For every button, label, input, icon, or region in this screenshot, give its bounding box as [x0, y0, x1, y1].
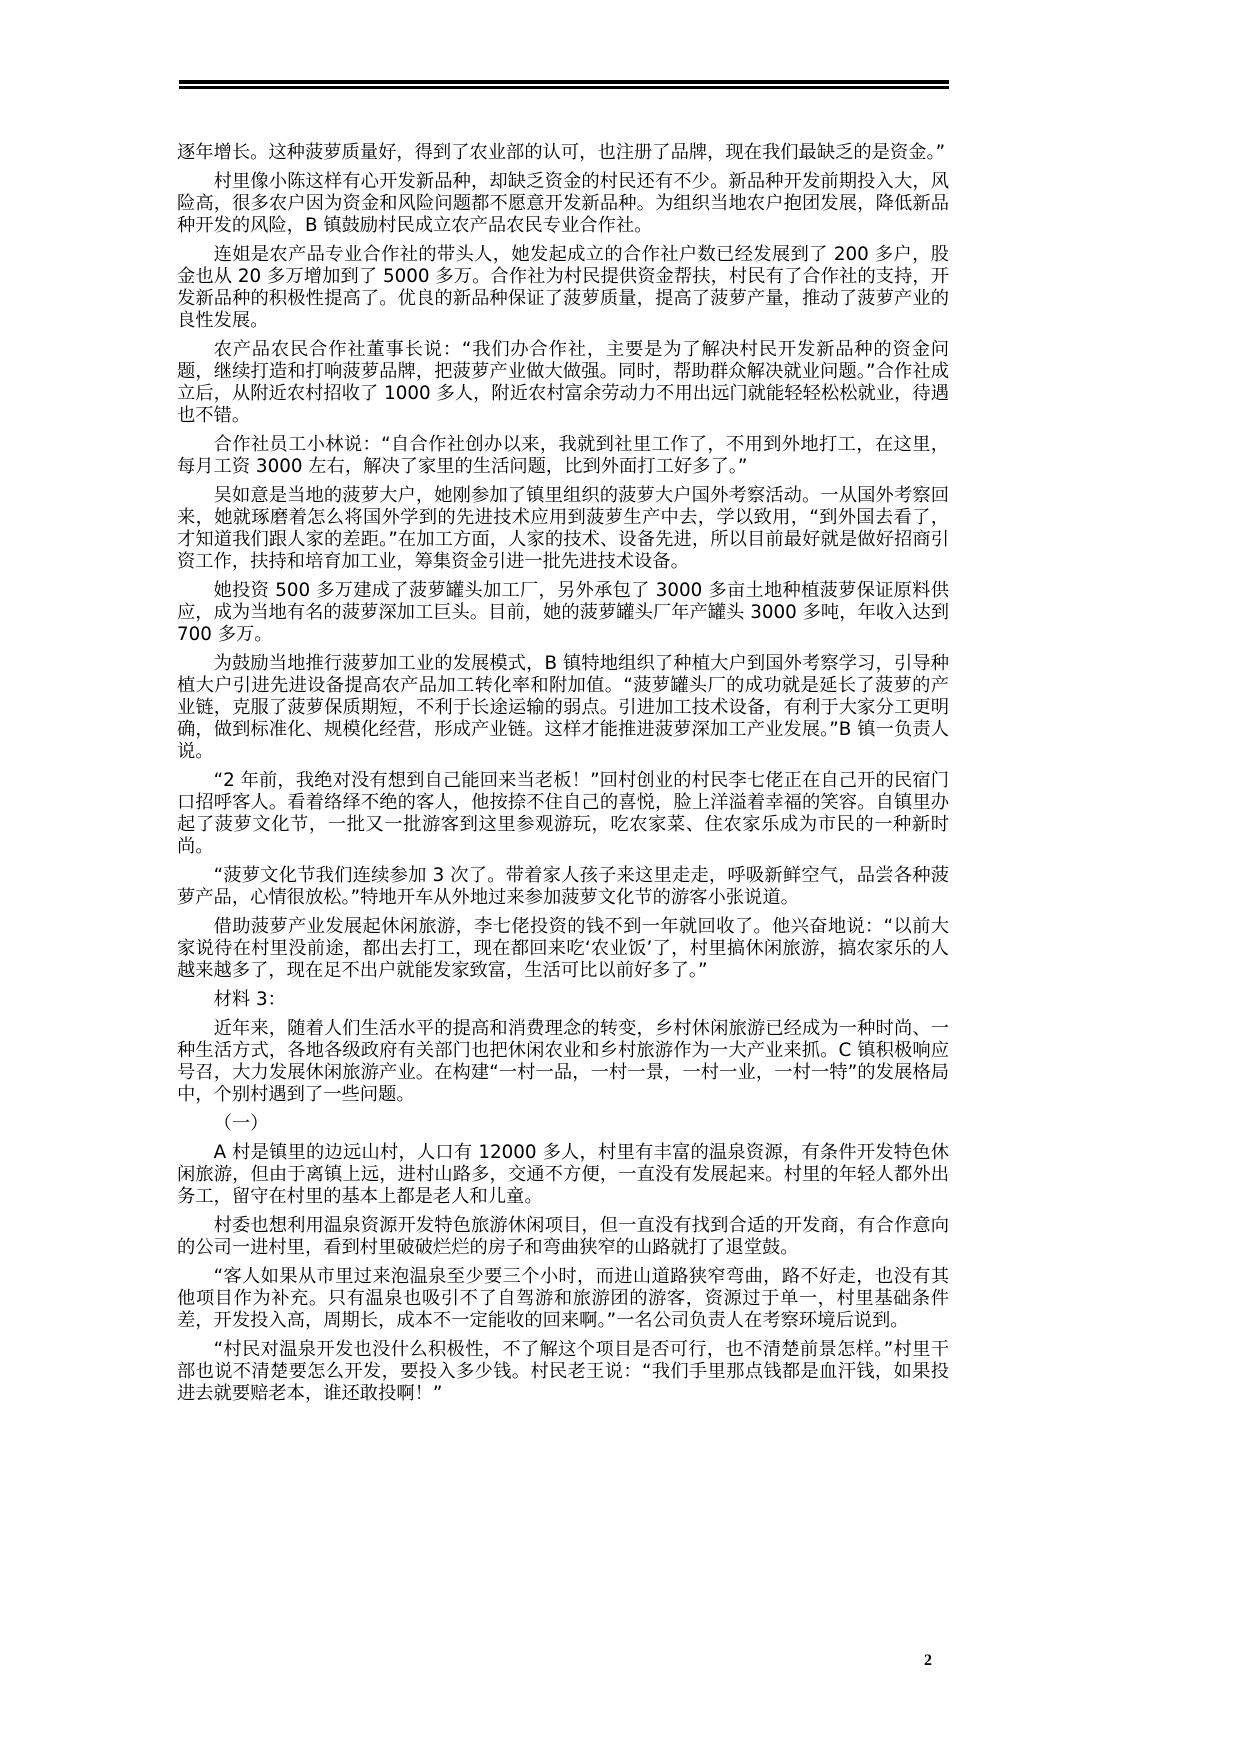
paragraph: “村民对温泉开发也没什么积极性，不了解这个项目是否可行，也不清楚前景怎样。”村里干部也说不清楚要怎么开发，要投入多少钱。村民老王说：“我们手里那点钱都是血汗钱，如果投进去就要赔老本，谁还敢投啊！” [177, 1339, 949, 1404]
section-heading: （一） [213, 1113, 269, 1134]
header-double-rule [179, 80, 949, 89]
paragraph: 她投资 500 多万建成了菠萝罐头加工厂，另外承包了 3000 多亩土地种植菠萝保证原料供应，成为当地有名的菠萝深加工巨头。目前，她的菠萝罐头厂年产罐头 3000 多吨，年收入达到 700 多万。 [177, 580, 949, 645]
page-number: 2 [924, 1652, 932, 1669]
paragraph: 农产品农民合作社董事长说：“我们办合作社，主要是为了解决村民开发新品种的资金问题，继续打造和打响菠萝品牌，把菠萝产业做大做强。同时，帮助群众解决就业问题。”合作社成立后，从附近农村招收了 1000 多人，附近农村富余劳动力不用出远门就能轻轻松松就业，待遇也不错。 [177, 339, 949, 426]
paragraph: 连姐是农产品专业合作社的带头人，她发起成立的合作社户数已经发展到了 200 多户，股金也从 20 多万增加到了 5000 多万。合作社为村民提供资金帮扶，村民有了合作社的支持，开发新品种的积极性提高了。优良的新品种保证了菠萝质量，提高了菠萝产量，推动了菠萝产业的良性发展。 [177, 244, 949, 331]
material-heading: 材料 3： [213, 989, 286, 1010]
paragraph: 村里像小陈这样有心开发新品种，却缺乏资金的村民还有不少。新品种开发前期投入大，风险高，很多农户因为资金和风险问题都不愿意开发新品种。为组织当地农户抱团发展，降低新品种开发的风险，B 镇鼓励村民成立农产品农民专业合作社。 [177, 171, 949, 236]
paragraph: “2 年前，我绝对没有想到自己能回来当老板！”回村创业的村民李七佬正在自己开的民宿门口招呼客人。看着络绎不绝的客人，他按捺不住自己的喜悦，脸上洋溢着幸福的笑容。自镇里办起了菠萝文化节，一批又一批游客到这里参观游玩，吃农家菜、住农家乐成为市民的一种新时尚。 [177, 770, 949, 857]
paragraph: 近年来，随着人们生活水平的提高和消费理念的转变，乡村休闲旅游已经成为一种时尚、一种生活方式，各地各级政府有关部门也把休闲农业和乡村旅游作为一大产业来抓。C 镇积极响应号召，大力发展休闲旅游产业。在构建“一村一品，一村一景，一村一业，一村一特”的发展格局中，个别村遇到了一些问题。 [177, 1018, 949, 1105]
paragraph: 借助菠萝产业发展起休闲旅游，李七佬投资的钱不到一年就回收了。他兴奋地说：“以前大家说待在村里没前途，都出去打工，现在都回来吃‘农业饭’了，村里搞休闲旅游，搞农家乐的人越来越多了，现在足不出户就能发家致富，生活可比以前好多了。” [177, 916, 949, 981]
paragraph: 合作社员工小林说：“自合作社创办以来，我就到社里工作了，不用到外地打工，在这里，每月工资 3000 左右，解决了家里的生活问题，比到外面打工好多了。” [177, 434, 949, 477]
paragraph: “客人如果从市里过来泡温泉至少要三个小时，而进山道路狭窄弯曲，路不好走，也没有其他项目作为补充。只有温泉也吸引不了自驾游和旅游团的游客，资源过于单一，村里基础条件差，开发投入高，周期长，成本不一定能收的回来啊。”一名公司负责人在考察环境后说到。 [177, 1266, 949, 1331]
paragraph: 为鼓励当地推行菠萝加工业的发展模式，B 镇特地组织了种植大户到国外考察学习，引导种植大户引进先进设备提高农产品加工转化率和附加值。“菠萝罐头厂的成功就是延长了菠萝的产业链，克服了菠萝保质期短，不利于长途运输的弱点。引进加工技术设备，有利于大家分工更明确，做到标准化、规模化经营，形成产业链。这样才能推进菠萝深加工产业发展。”B 镇一负责人说。 [177, 653, 949, 762]
paragraph: 逐年增长。这种菠萝质量好，得到了农业部的认可，也注册了品牌，现在我们最缺乏的是资金。” [177, 142, 946, 163]
paragraph: “菠萝文化节我们连续参加 3 次了。带着家人孩子来这里走走，呼吸新鲜空气，品尝各种菠萝产品，心情很放松。”特地开车从外地过来参加菠萝文化节的游客小张说道。 [177, 865, 949, 908]
header-rule-thin [179, 86, 949, 89]
paragraph: 村委也想利用温泉资源开发特色旅游休闲项目，但一直没有找到合适的开发商，有合作意向的公司一进村里，看到村里破破烂烂的房子和弯曲狭窄的山路就打了退堂鼓。 [177, 1215, 949, 1258]
paragraph: 吴如意是当地的菠萝大户，她刚参加了镇里组织的菠萝大户国外考察活动。一从国外考察回来，她就琢磨着怎么将国外学到的先进技术应用到菠萝生产中去，学以致用，“到外国去看了，才知道我们跟人家的差距。”在加工方面，人家的技术、设备先进，所以目前最好就是做好招商引资工作，扶持和培育加工业，筹集资金引进一批先进技术设备。 [177, 485, 949, 572]
paragraph: A 村是镇里的边远山村，人口有 12000 多人，村里有丰富的温泉资源，有条件开发特色休闲旅游，但由于离镇上远，进村山路多，交通不方便，一直没有发展起来。村里的年轻人都外出务工，留守在村里的基本上都是老人和儿童。 [177, 1142, 949, 1207]
body-text [177, 142, 949, 1412]
